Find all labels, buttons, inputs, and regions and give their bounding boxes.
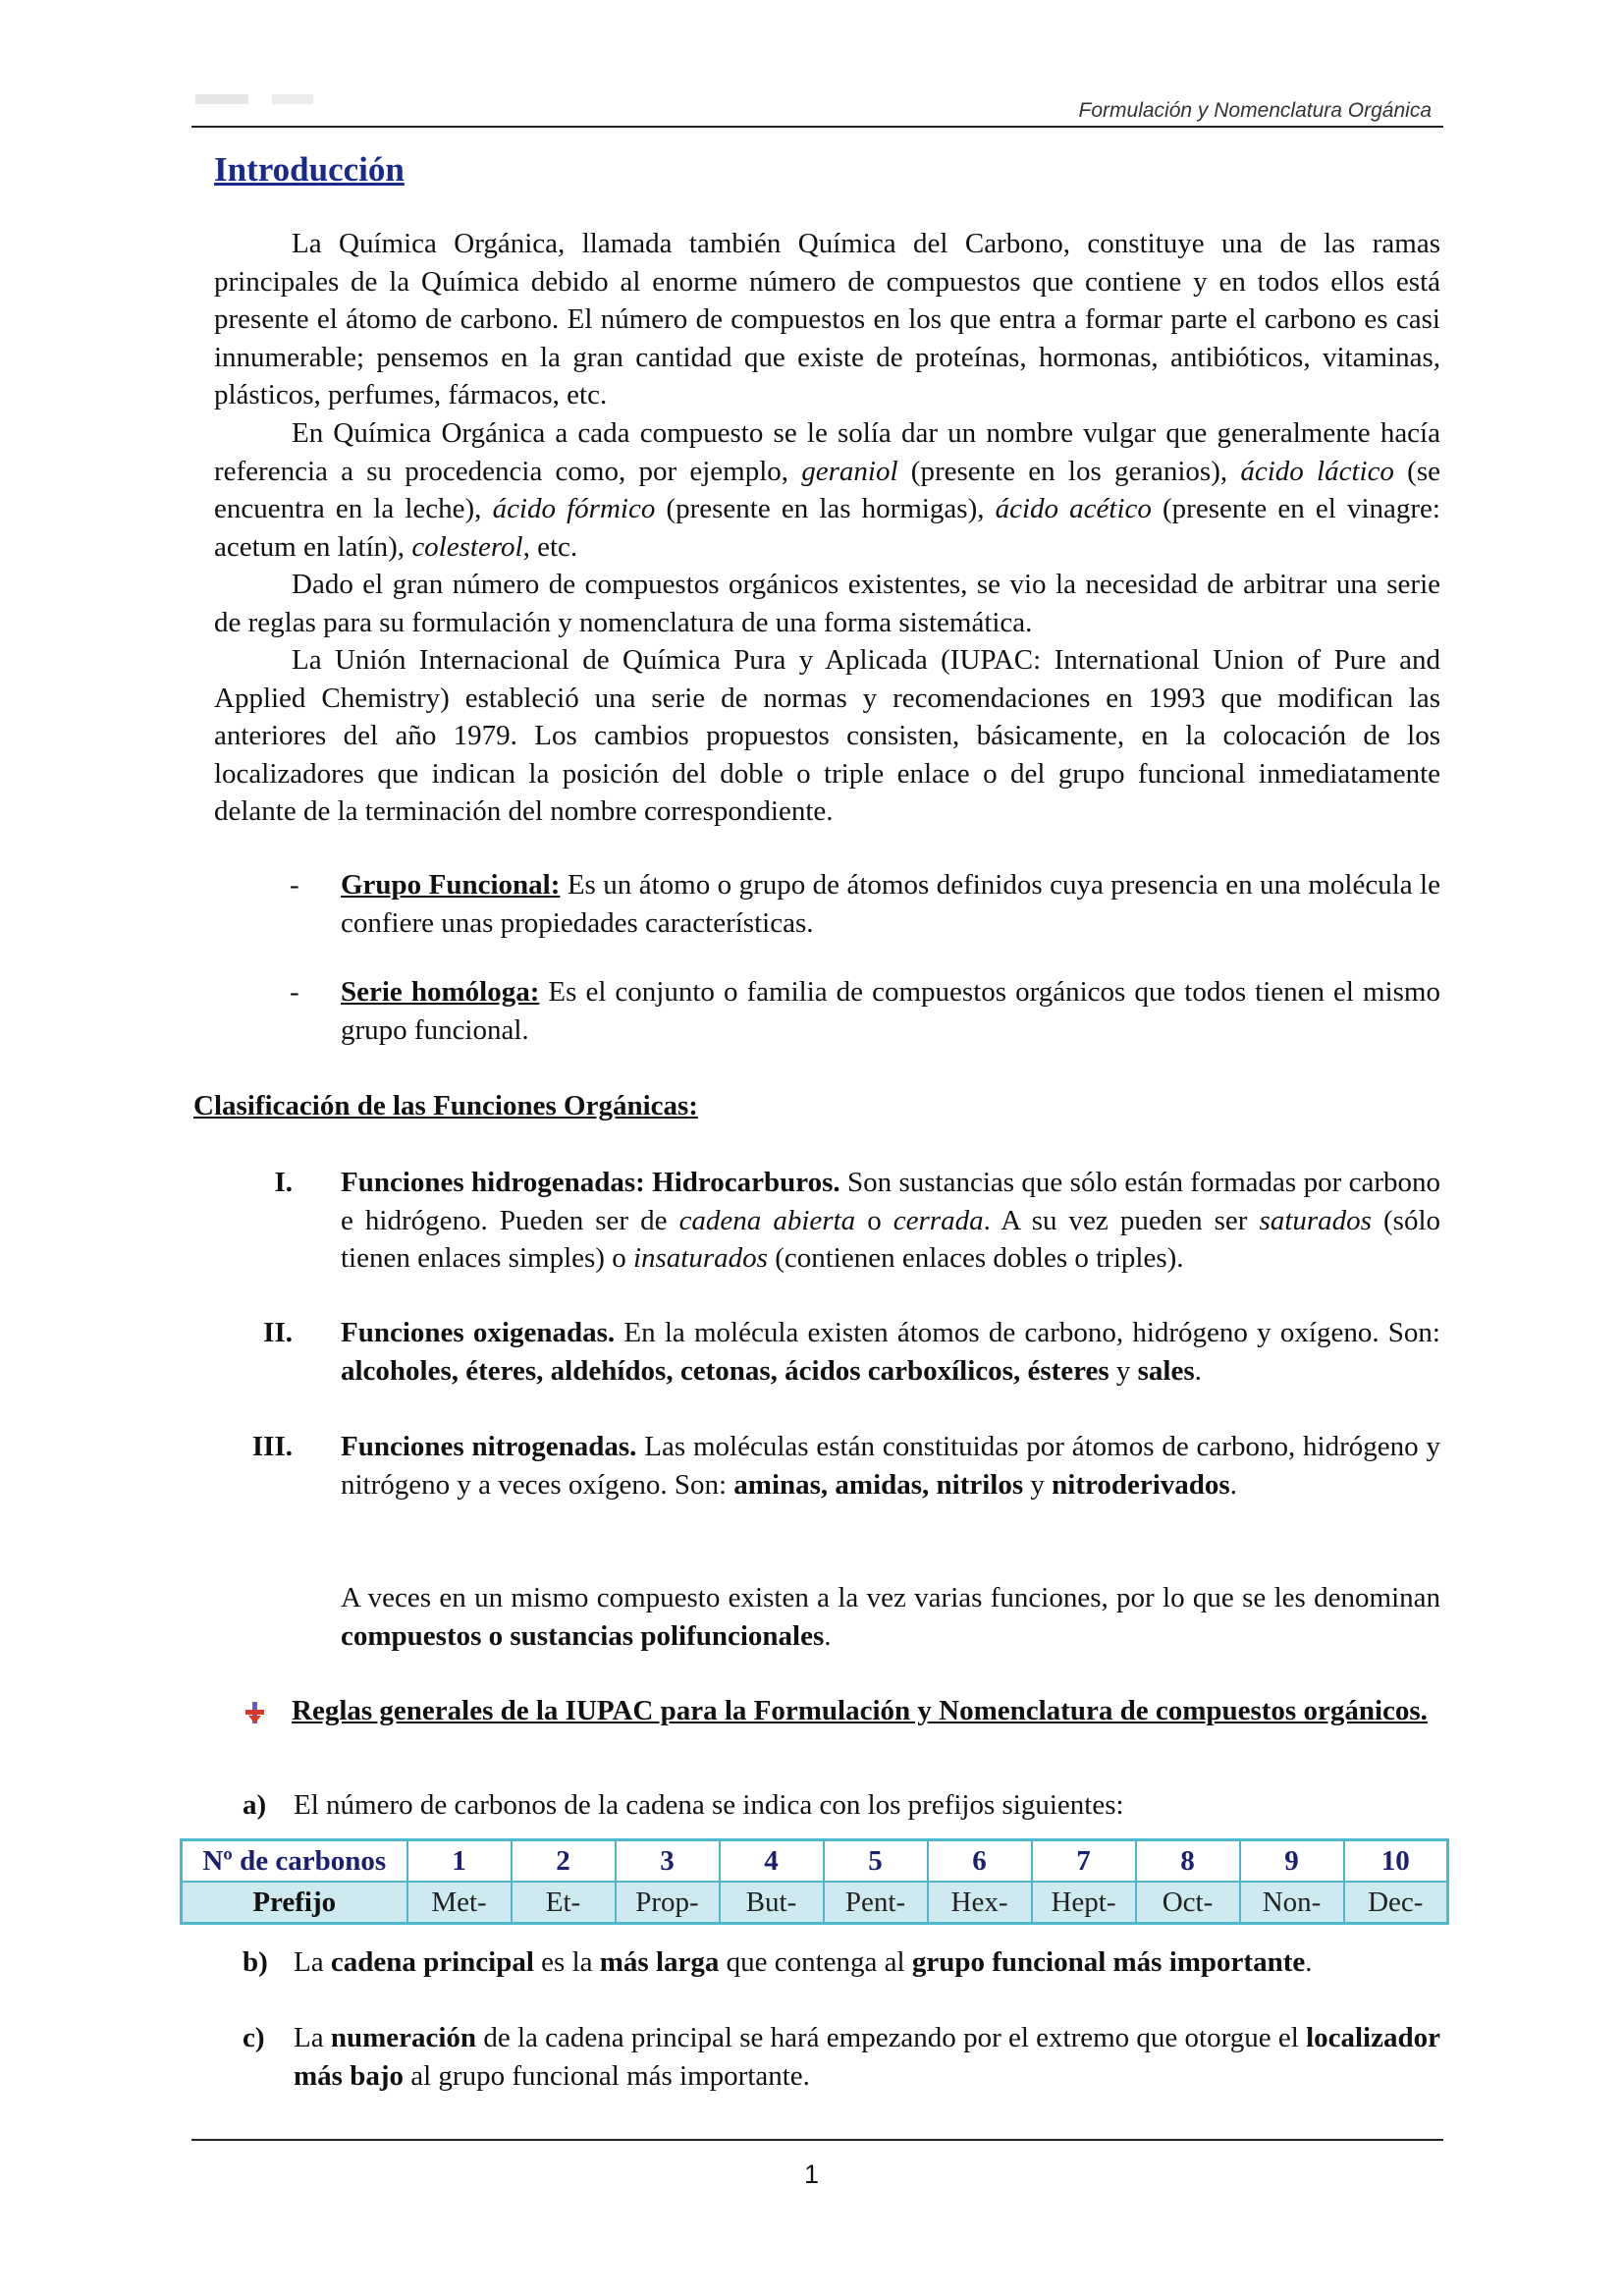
table-cell: 2	[512, 1840, 616, 1883]
rule-letter: c)	[243, 2022, 265, 2053]
roman-numeral: II.	[263, 1317, 293, 1348]
rules-heading-text: Reglas generales de la IUPAC para la Formulación y Nomenclatura de compuestos orgánicos.	[292, 1695, 1428, 1726]
faint-header-mark	[195, 94, 343, 104]
roman-numeral: III.	[251, 1431, 293, 1462]
section-title-clasificacion: Clasificación de las Funciones Orgánicas:	[193, 1090, 698, 1121]
table-cell: Prop-	[616, 1882, 720, 1924]
list-dash: -	[290, 976, 299, 1008]
intro-paragraph-2: En Química Orgánica a cada compuesto se le solía dar un nombre vulgar que generalmente hacía referencia a su procedencia como, por ejemplo, geraniol (presente en los geranios), ácido láctico (se encuentra en la leche), ácido fórmico (presente en las hormigas), ácido acético (presente en el vinagre: acetum en latín), colesterol, etc.	[214, 417, 1440, 563]
section-title-introduccion: Introducción	[214, 150, 405, 189]
table-header-cell: Prefijo	[182, 1882, 407, 1924]
running-header	[191, 90, 1443, 128]
polifuncionales-note: A veces en un mismo compuesto existen a la vez varias funciones, por lo que se les denominan compuestos o sustancias polifuncionales.	[341, 1582, 1440, 1652]
table-row-numbers	[182, 1840, 1448, 1883]
table-cell: 6	[928, 1840, 1032, 1883]
list-dash: -	[290, 869, 299, 901]
table-row-prefixes	[182, 1882, 1448, 1924]
prefix-table	[180, 1838, 1449, 1925]
definition-term: Grupo Funcional:	[341, 869, 561, 901]
rule-text: La numeración de la cadena principal se hará empezando por el extremo que otorgue el localizador más bajo al grupo funcional más importante.	[294, 2022, 1440, 2092]
table-cell: 7	[1032, 1840, 1136, 1883]
intro-paragraph-3: Dado el gran número de compuestos orgánicos existentes, se vio la necesidad de arbitrar una serie de reglas para su formulación y nomenclatura de una forma sistemática.	[214, 569, 1440, 638]
table-cell: 1	[407, 1840, 512, 1883]
page-number: 1	[803, 2159, 820, 2189]
intro-paragraph-1: La Química Orgánica, llamada también Química del Carbono, constituye una de las ramas principales de la Química debido al enorme número de compuestos que contiene y en todos ellos está presente el átomo de carbono. El número de compuestos en los que entra a formar parte el carbono es casi innumerable; pensemos en la gran cantidad que existe de proteínas, hormonas, antibióticos, vitaminas, plásticos, perfumes, fármacos, etc.	[214, 228, 1440, 410]
table-cell: Non-	[1240, 1882, 1344, 1924]
table-cell: Oct-	[1136, 1882, 1240, 1924]
table-cell: 5	[824, 1840, 928, 1883]
table-cell: 4	[720, 1840, 824, 1883]
table-cell: 10	[1344, 1840, 1448, 1883]
rule-letter: b)	[243, 1946, 268, 1978]
roman-numeral: I.	[274, 1167, 293, 1198]
table-cell: Hex-	[928, 1882, 1032, 1924]
table-cell: Pent-	[824, 1882, 928, 1924]
definition-term: Serie homóloga:	[341, 976, 540, 1008]
table-cell: Met-	[407, 1882, 512, 1924]
intro-paragraph-4: La Unión Internacional de Química Pura y Aplicada (IUPAC: International Union of Pure and Applied Chemistry) estableció una serie de normas y recomendaciones en 1993 que modifican las anteriores del año 1979. Los cambios propuestos consisten, básicamente, en la colocación de los localizadores que indican la posición del doble o triple enlace o del grupo funcional inmediatamente delante de la terminación del nombre correspondiente.	[214, 644, 1440, 827]
table-cell: Dec-	[1344, 1882, 1448, 1924]
running-header-title: Formulación y Nomenclatura Orgánica	[1078, 99, 1432, 122]
arrow-cross-bullet-icon	[243, 1701, 266, 1724]
rule-text: El número de carbonos de la cadena se indica con los prefijos siguientes:	[294, 1789, 1124, 1821]
definition-text: Es un átomo o grupo de átomos definidos cuya presencia en una molécula le confiere unas propiedades características.	[341, 869, 1440, 939]
table-cell: 8	[1136, 1840, 1240, 1883]
table-cell: 9	[1240, 1840, 1344, 1883]
table-cell: Hept-	[1032, 1882, 1136, 1924]
table-header-cell: Nº de carbonos	[182, 1840, 407, 1883]
table-cell: 3	[616, 1840, 720, 1883]
rule-letter: a)	[243, 1789, 267, 1821]
footer-divider	[191, 2139, 1443, 2141]
document-page: Formulación y Nomenclatura Orgánica Introducción La Química Orgánica, llamada también Química del Carbono, constituye una de las ramas principales de la Química debido al enorme número de compuestos que contiene y en todos ellos está presente el átomo de carbono. El número de compuestos en los que entra a formar parte el carbono es casi innumerable; pensemos en la gran cantidad que existe de proteínas, hormonas, antibióticos, vitaminas, plásticos, perfumes, fármacos, etc. En Química Orgánica a cada compuesto se le solía dar un nombre vulgar que generalmente hacía referencia a su procedencia como, por ejemplo, geraniol (presente en los geranios), ácido láctico (se encuentra en la leche), ácido fórmico (presente en las hormigas), ácido acético (presente en el vinagre: acetum en latín), colesterol, etc. Dado el gran número de compuestos orgánicos existentes, se vio la necesidad de arbitrar una serie de reglas para su formulación y nomenclatura de una forma sistemática. La Unión Internacional de Química Pura y Aplicada (IUPAC: International Union of Pure and Applied Chemistry) estableció una serie de normas y recomendaciones en 1993 que modifican las anteriores del año 1979. Los cambios propuestos consisten, básicamente, en la colocación de los localizadores que indican la posición del doble o triple enlace o del grupo funcional inmediatamente delante de la terminación del nombre correspondiente. - Grupo Funcional: Es un átomo o grupo de átomos definidos cuya presencia en una molécula le confiere unas propiedades características. - Serie homóloga: Es el conjunto o familia de compuestos orgánicos que todos tienen el mismo grupo funcional. Clasificación de las Funciones Orgánicas: I. Funciones hidrogenadas: Hidrocarburos. Son sustancias que sólo están formadas por carbono e hidrógeno. Pueden ser de cadena abierta o cerrada. A su vez pueden ser saturados (sólo tienen enlaces simples) o insaturados (contienen enlaces dobles o triples). II. Funciones oxigenadas. En la molécula existen átomos de carbono, hidrógeno y oxígeno. Son: alcoholes, éteres, aldehídos, cetonas, ácidos carboxílicos, ésteres y sales. III. Funciones nitrogenadas. Las moléculas están constituidas por átomos de carbono, hidrógeno y nitrógeno y a veces oxígeno. Son: aminas, amidas, nitrilos y nitroderivados. A veces en un mismo compuesto existen a la vez varias funciones, por lo que se les denominan compuestos o sustancias polifuncionales. Reglas generales de la IUPAC para la Formulación y Nomenclatura de compuestos orgánicos. a) El número de carbonos de la cadena se indica con los prefijos siguientes: Nº de carbonos 1 2 3 4 5 6 7 8 9 10 Prefijo Met- Et- Prop- But- Pent- Hex- Hept- Oct- Non- Dec- b) La cadena principal es la más larga que contenga al grupo funcional más importante. c) La numeración de la cadena principal se hará empezando por el extremo que otorgue el localizador más bajo al grupo funcional más importante. 1	[0, 0, 1623, 2296]
rule-text: La cadena principal es la más larga que contenga al grupo funcional más importante.	[294, 1946, 1313, 1978]
table-cell: But-	[720, 1882, 824, 1924]
table-cell: Et-	[512, 1882, 616, 1924]
definition-text: Es el conjunto o familia de compuestos orgánicos que todos tienen el mismo grupo funcional.	[341, 976, 1440, 1046]
